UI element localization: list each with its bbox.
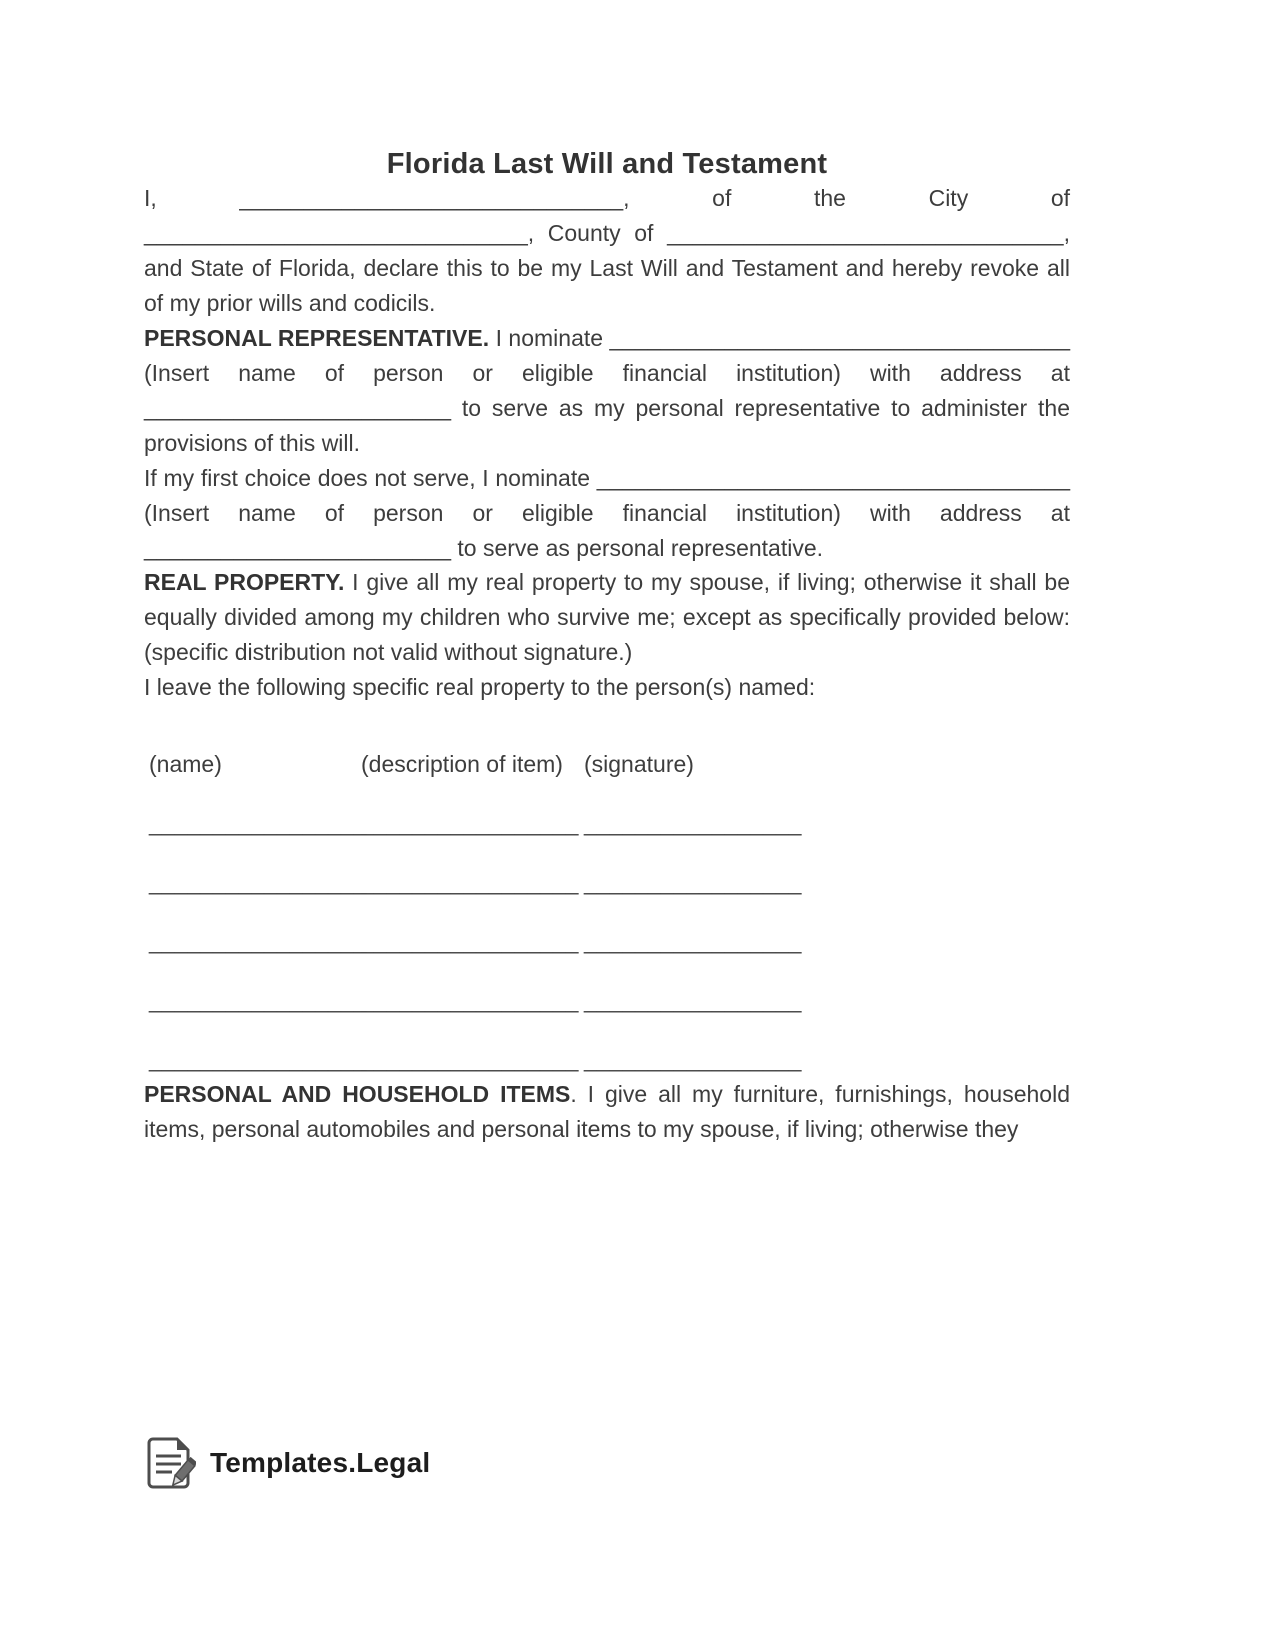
- blank-line-signature: _________________: [584, 1046, 802, 1073]
- personal-representative-paragraph-2: If my first choice does not serve, I nominate _____________________________________ (Insert name of person or eligible financial institution) with address at ________________________ to serve as personal representative.: [144, 464, 1070, 561]
- blank-line-name: _________________: [149, 987, 367, 1014]
- blank-line-description: _________________: [361, 869, 579, 896]
- real-property-table: [144, 747, 1070, 1077]
- intro-paragraph: I, ______________________________, of the City of ______________________________, County of _______________________________, and State of Florida, declare this to be my Last Will and Testament and hereby revoke all of my prior wills and codicils.: [144, 185, 1070, 316]
- real-property-heading: REAL PROPERTY.: [144, 569, 345, 596]
- column-header-name: (name): [149, 751, 222, 778]
- blank-line-name: _________________: [149, 869, 367, 896]
- column-header-description: (description of item): [361, 751, 563, 778]
- page-title: Florida Last Will and Testament: [386, 148, 828, 180]
- table-header-row: [144, 747, 1070, 782]
- blank-line-description: _________________: [361, 810, 579, 837]
- templates-legal-logo: [144, 1436, 430, 1490]
- table-row: [144, 1042, 1070, 1077]
- brand-name: Templates.Legal: [210, 1447, 431, 1478]
- blank-line-signature: _________________: [584, 928, 802, 955]
- personal-household-heading: PERSONAL AND HOUSEHOLD ITEMS: [144, 1081, 571, 1108]
- blank-line-name: _________________: [149, 1046, 367, 1073]
- personal-representative-paragraph-1: [144, 321, 1070, 461]
- column-header-signature: (signature): [584, 751, 694, 778]
- blank-line-signature: _________________: [584, 869, 802, 896]
- blank-line-description: _________________: [361, 987, 579, 1014]
- table-row: [144, 865, 1070, 900]
- personal-representative-body-1: I nominate ____________________________________ (Insert name of person or eligible financial institution) with address at ________________________ to serve as my personal representative to administer the provisions of this will.: [144, 324, 1070, 456]
- personal-household-paragraph: [144, 1077, 1070, 1147]
- blank-line-description: _________________: [361, 1046, 579, 1073]
- personal-household-body: . I give all my furniture, furnishings, household items, personal automobiles and personal items to my spouse, if living; otherwise they: [144, 1081, 1070, 1142]
- blank-line-signature: _________________: [584, 987, 802, 1014]
- table-row: [144, 924, 1070, 959]
- table-row: [144, 806, 1070, 841]
- document-pencil-icon: [144, 1436, 196, 1490]
- real-property-lead-in: I leave the following specific real property to the person(s) named:: [144, 674, 816, 701]
- real-property-paragraph: [144, 565, 1070, 670]
- blank-line-description: _________________: [361, 928, 579, 955]
- personal-representative-heading: PERSONAL REPRESENTATIVE.: [144, 324, 490, 351]
- blank-line-name: _________________: [149, 928, 367, 955]
- blank-line-signature: _________________: [584, 810, 802, 837]
- blank-line-name: _________________: [149, 810, 367, 837]
- table-row: [144, 983, 1070, 1018]
- real-property-body: I give all my real property to my spouse, if living; otherwise it shall be equally divided among my children who survive me; except as specifically provided below: (specific distribution not valid without signature.): [144, 569, 1070, 666]
